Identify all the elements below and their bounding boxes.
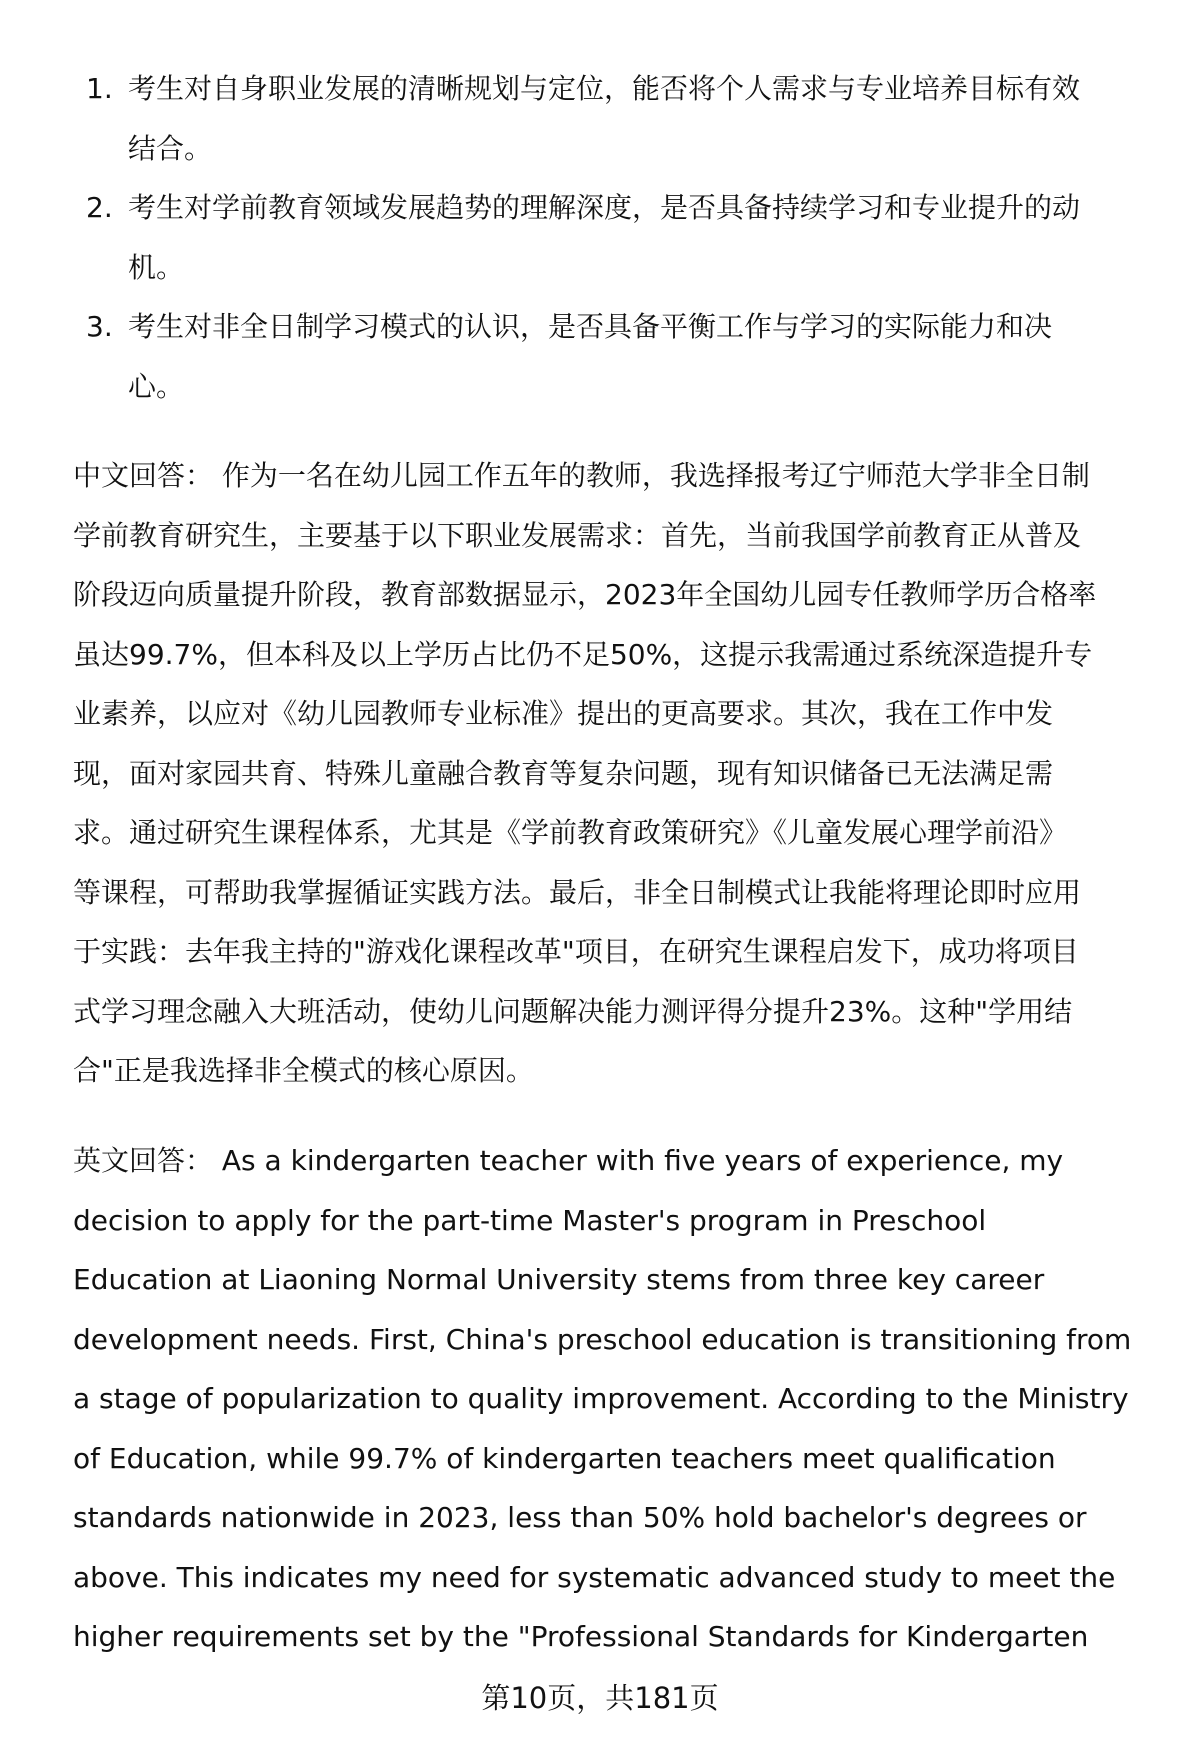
english-answer-line: decision to apply for the part-time Master's program in Preschool (73, 1203, 987, 1237)
english-answer-line: above. This indicates my need for systematic advanced study to meet the (73, 1560, 1116, 1594)
chinese-answer-line: 学前教育研究生，主要基于以下职业发展需求：首先，当前我国学前教育正从普及 (73, 518, 1082, 552)
chinese-answer-line: 式学习理念融入大班活动，使幼儿问题解决能力测评得分提升23%。这种"学用结 (73, 994, 1073, 1028)
page-number: 第10页，共181页 (481, 1681, 719, 1715)
english-answer-line: standards nationwide in 2023, less than 50% hold bachelor's degrees or (73, 1501, 1087, 1534)
list-item-text: 机。 (128, 250, 185, 284)
list-item-number: 3. (86, 310, 113, 343)
chinese-answer-line: 业素养，以应对《幼儿园教师专业标准》提出的更高要求。其次，我在工作中发 (73, 697, 1054, 730)
chinese-answer-line: 于实践：去年我主持的"游戏化课程改革"项目，在研究生课程启发下，成功将项目 (73, 935, 1079, 968)
list-item-text: 心。 (128, 369, 185, 403)
chinese-answer-line: 求。通过研究生课程体系，尤其是《学前教育政策研究》《儿童发展心理学前沿》 (73, 816, 1068, 849)
english-answer-line: Education at Liaoning Normal University stems from three key career (73, 1263, 1045, 1296)
list-item-text: 考生对非全日制学习模式的认识，是否具备平衡工作与学习的实际能力和决 (128, 310, 1053, 343)
list-item-number: 2. (86, 191, 113, 224)
english-answer-line: a stage of popularization to quality improvement. According to the Ministry (73, 1382, 1129, 1415)
chinese-answer-line: 现，面对家园共育、特殊儿童融合教育等复杂问题，现有知识储备已无法满足需 (73, 756, 1054, 790)
english-answer-line: of Education, while 99.7% of kindergarten teachers meet qualification (73, 1441, 1056, 1475)
list-item-text: 考生对学前教育领域发展趋势的理解深度，是否具备持续学习和专业提升的动 (128, 191, 1081, 224)
chinese-answer-line: 虽达99.7%，但本科及以上学历占比仍不足50%，这提示我需通过系统深造提升专 (73, 637, 1093, 671)
chinese-answer-line: 中文回答： 作为一名在幼儿园工作五年的教师，我选择报考辽宁师范大学非全日制 (73, 459, 1090, 492)
chinese-answer-line: 合"正是我选择非全模式的核心原因。 (73, 1054, 534, 1087)
chinese-answer-line: 等课程，可帮助我掌握循证实践方法。最后，非全日制模式让我能将理论即时应用 (73, 875, 1082, 909)
chinese-answer-line: 阶段迈向质量提升阶段，教育部数据显示，2023年全国幼儿园专任教师学历合格率 (73, 578, 1097, 611)
list-item-number: 1. (86, 72, 113, 105)
english-answer-line: development needs. First, China's preschool education is transitioning from (73, 1322, 1132, 1356)
list-item-text: 考生对自身职业发展的清晰规划与定位，能否将个人需求与专业培养目标有效 (128, 72, 1081, 105)
english-answer-line: higher requirements set by the "Professional Standards for Kindergarten (73, 1620, 1089, 1653)
english-answer-line: 英文回答： As a kindergarten teacher with five years of experience, my (73, 1144, 1064, 1177)
list-item-text: 结合。 (128, 131, 213, 165)
